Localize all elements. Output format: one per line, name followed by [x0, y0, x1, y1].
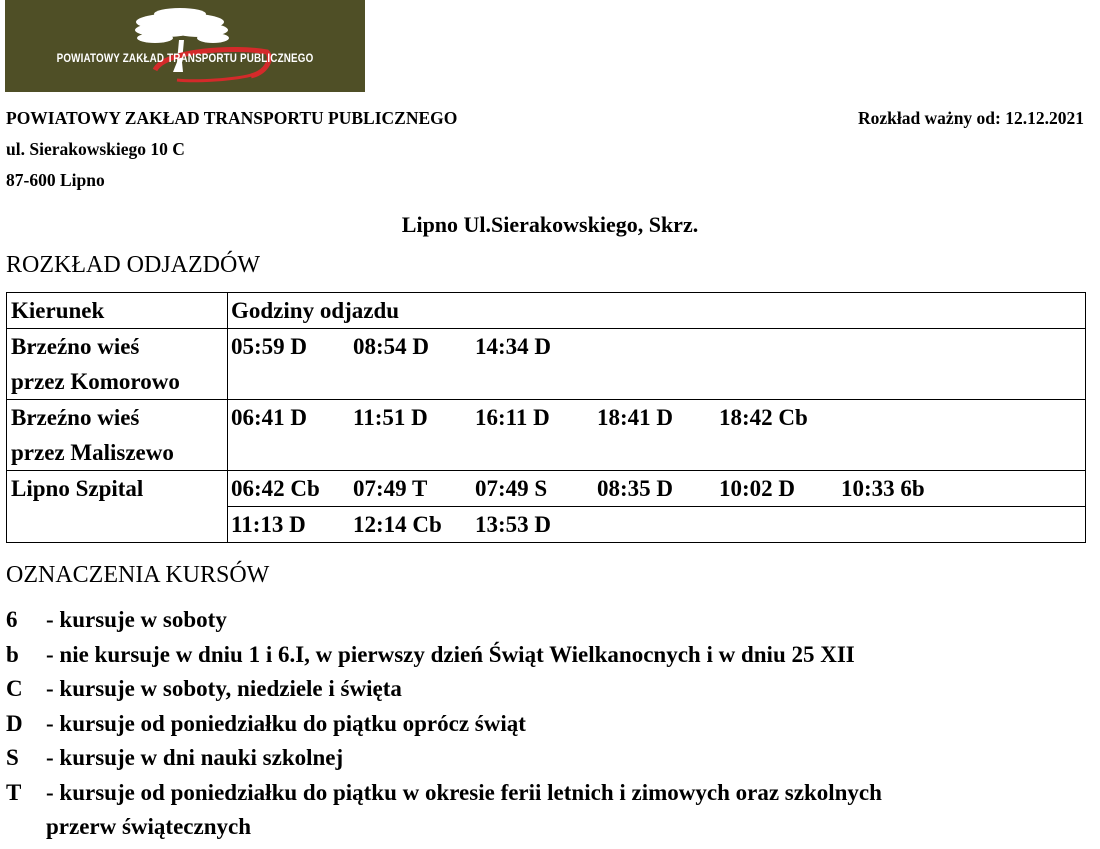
logo-text-part2: TRANSPORTU	[167, 51, 238, 65]
table-header-row	[7, 293, 1086, 329]
departure-time: 08:54 D	[353, 334, 430, 359]
legend-code: D	[6, 710, 23, 736]
logo-text-part1: POWIATOWY ZAKŁAD	[56, 51, 168, 65]
legend-item	[6, 672, 882, 707]
logo-text	[37, 51, 332, 65]
table-row	[7, 400, 1086, 471]
legend-continuation-text: przerw świątecznych	[46, 814, 252, 839]
stop-name: Lipno Ul.Sierakowskiego, Skrz.	[401, 212, 699, 237]
times-cell	[228, 329, 1086, 400]
legend-code: S	[6, 745, 19, 770]
timetable	[6, 292, 1086, 543]
departure-time: 07:49 T	[353, 476, 428, 501]
departure-time: 06:41 D	[231, 405, 308, 430]
header-times-cell	[228, 293, 1086, 329]
legend-item	[6, 638, 882, 673]
legend-text: - kursuje w soboty, niedziele i święta	[46, 676, 402, 701]
departure-time: 10:33 6b	[841, 476, 925, 501]
legend-code: 6	[6, 607, 18, 632]
times-line	[231, 329, 1085, 364]
direction-cell	[7, 471, 228, 543]
logo-text-part3: PUBLICZNEGO	[237, 51, 314, 65]
direction-cell	[7, 400, 228, 471]
departure-time: 07:49 S	[475, 476, 548, 501]
legend	[6, 603, 882, 845]
tree-logo-icon	[5, 0, 365, 92]
legend-code: T	[6, 779, 22, 805]
legend-text: - kursuje w soboty	[46, 607, 227, 632]
departure-time: 10:02 D	[719, 476, 796, 501]
departure-time: 18:41 D	[597, 405, 674, 430]
departure-time: 13:53 D	[475, 512, 552, 537]
departure-time: 12:14 Cb	[353, 512, 442, 537]
table-row	[7, 471, 1086, 543]
table-row	[7, 329, 1086, 400]
valid-from: Rozkład ważny od: 12.12.2021	[857, 108, 1084, 128]
direction-line1: Brzeźno wieś	[11, 334, 140, 359]
direction-cell	[7, 329, 228, 400]
departure-time: 08:35 D	[597, 476, 674, 501]
legend-item	[6, 603, 882, 638]
times-line	[231, 471, 1085, 506]
direction-line1: Lipno Szpital	[11, 476, 144, 501]
legend-item	[6, 707, 882, 742]
operator-street: ul. Sierakowskiego 10 C	[6, 139, 185, 159]
company-logo	[5, 0, 365, 92]
legend-title: OZNACZENIA KURSÓW	[6, 562, 270, 588]
legend-text: - kursuje od poniedziałku do piątku oprócz świąt	[46, 710, 526, 736]
schedule-title: ROZKŁAD ODJAZDÓW	[6, 252, 260, 278]
departure-time: 11:51 D	[353, 405, 428, 430]
departure-time: 18:42 Cb	[719, 405, 808, 430]
departure-time: 06:42 Cb	[231, 476, 320, 501]
departure-time: 16:11 D	[475, 405, 550, 430]
header-direction: Kierunek	[7, 293, 228, 329]
direction-line1: Brzeźno wieś	[11, 405, 140, 430]
legend-text: - kursuje w dni nauki szkolnej	[46, 745, 344, 770]
legend-continuation	[6, 810, 882, 845]
times-cell	[228, 400, 1086, 471]
legend-code: C	[6, 676, 23, 701]
times-line	[228, 506, 1085, 542]
direction-line2: przez Komorowo	[11, 369, 180, 394]
direction-line2: przez Maliszewo	[11, 440, 174, 465]
times-cell	[228, 471, 1086, 543]
legend-text: - kursuje od poniedziałku do piątku w okresie ferii letnich i zimowych oraz szkolnych	[46, 779, 882, 805]
departure-time: 05:59 D	[231, 334, 308, 359]
operator-name: POWIATOWY ZAKŁAD TRANSPORTU PUBLICZNEGO	[6, 108, 458, 128]
legend-item	[6, 776, 882, 811]
times-line	[231, 400, 1085, 435]
operator-city: 87-600 Lipno	[6, 170, 105, 190]
legend-code: b	[6, 641, 19, 667]
departure-time: 14:34 D	[475, 334, 552, 359]
legend-text: - nie kursuje w dniu 1 i 6.I, w pierwszy dzień Świąt Wielkanocnych i w dniu 25 XII	[46, 641, 855, 667]
header-times: Godziny odjazdu	[231, 298, 400, 323]
legend-item	[6, 741, 882, 776]
departure-time: 11:13 D	[231, 512, 306, 537]
